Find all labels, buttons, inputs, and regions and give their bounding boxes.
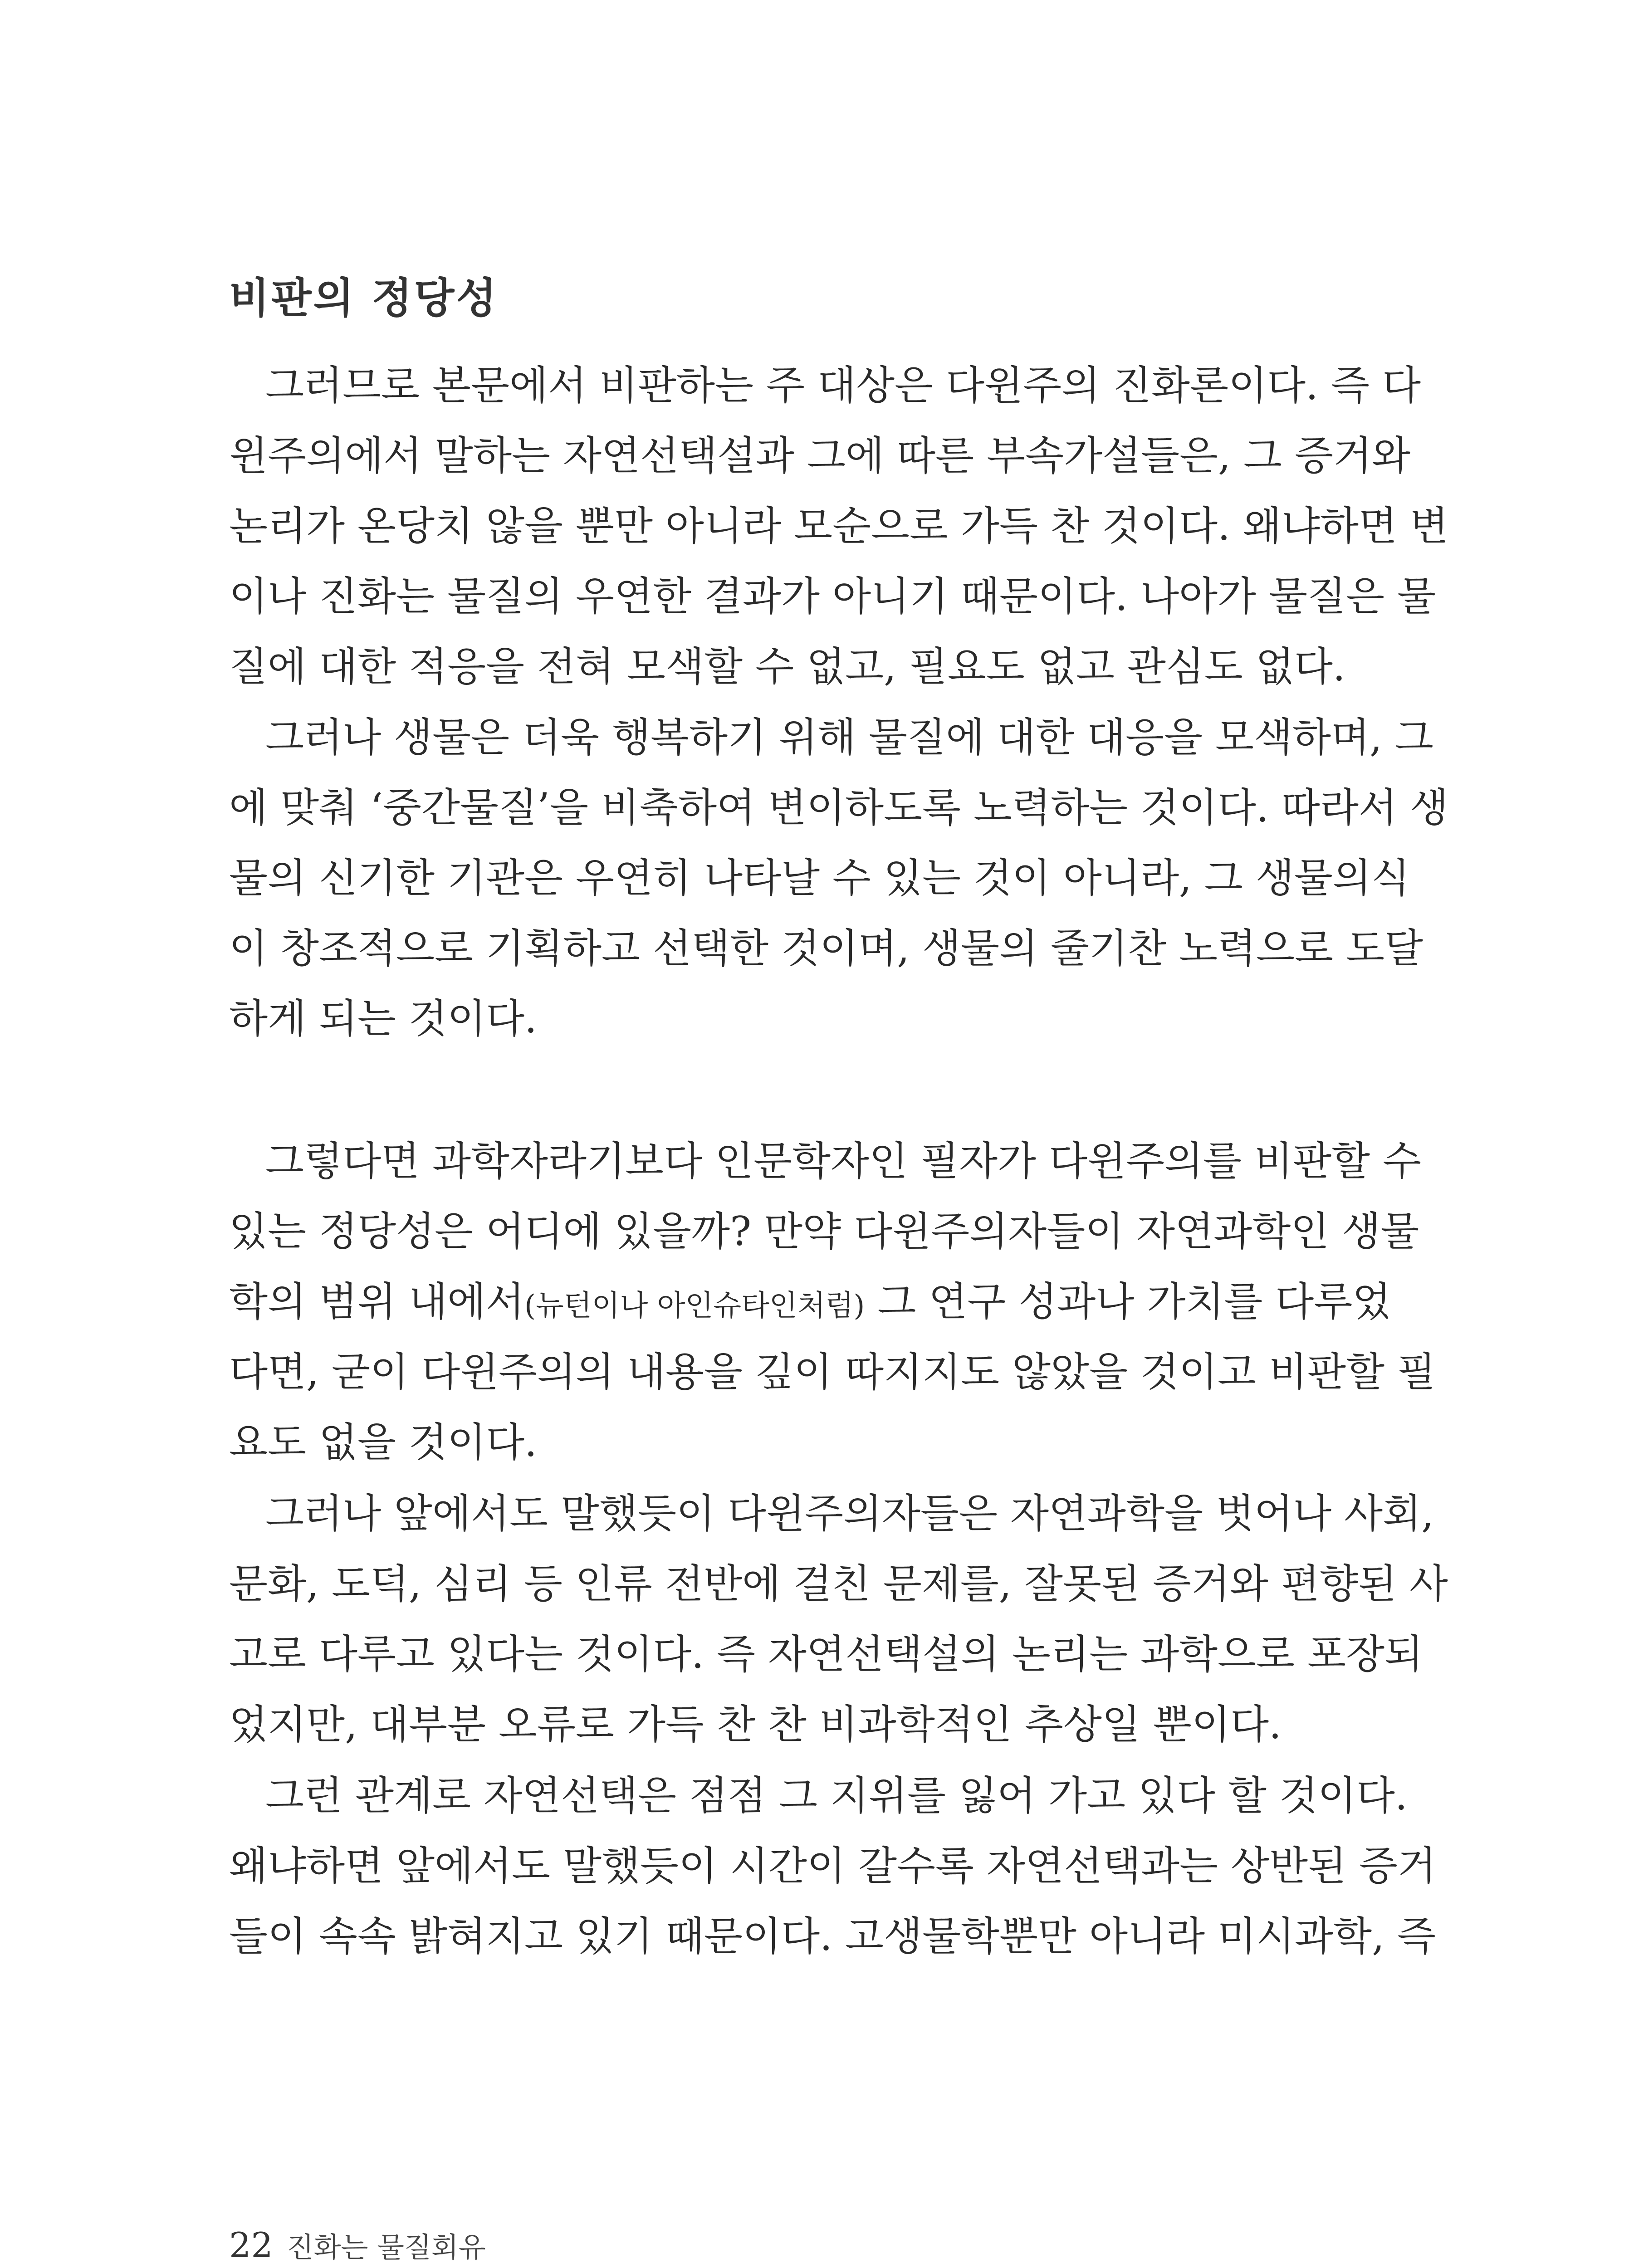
text-line xyxy=(229,1270,1391,1338)
text-line: 그러므로 본문에서 비판하는 주 대상은 다윈주의 진화론이다. 즉 다 xyxy=(265,362,1421,409)
text-line: 요도 없을 것이다. xyxy=(229,1419,537,1466)
text-line: 그렇다면 과학자라기보다 인문학자인 필자가 다윈주의를 비판할 수 xyxy=(265,1138,1422,1184)
section-heading: 비판의 정당성 xyxy=(229,274,499,323)
text-line: 들이 속속 밝혀지고 있기 때문이다. 고생물학뿐만 아니라 미시과학, 즉 xyxy=(229,1913,1436,1960)
parenthetical-note: (뉴턴이나 아인슈타인처럼) xyxy=(524,1289,865,1323)
page-number: 22 xyxy=(229,2225,273,2265)
text-line: 왜냐하면 앞에서도 말했듯이 시간이 갈수록 자연선택과는 상반된 증거 xyxy=(229,1843,1437,1889)
text-line: 문화, 도덕, 심리 등 인류 전반에 걸친 문제를, 잘못된 증거와 편향된 사 xyxy=(229,1560,1448,1607)
text-line: 논리가 온당치 않을 뿐만 아니라 모순으로 가득 찬 것이다. 왜냐하면 변 xyxy=(229,503,1448,549)
text-line: 이나 진화는 물질의 우연한 결과가 아니기 때문이다. 나아가 물질은 물 xyxy=(229,573,1436,620)
running-title: 진화는 물질회유 xyxy=(286,2231,486,2264)
text-line: 윈주의에서 말하는 자연선택설과 그에 따른 부속가설들은, 그 증거와 xyxy=(229,432,1411,479)
page-footer xyxy=(229,2218,486,2268)
text-line: 다면, 굳이 다윈주의의 내용을 깊이 따지지도 않았을 것이고 비판할 필 xyxy=(229,1349,1436,1395)
text-line: 었지만, 대부분 오류로 가득 찬 찬 비과학적인 추상일 뿐이다. xyxy=(229,1701,1282,1748)
text-line: 있는 정당성은 어디에 있을까? 만약 다윈주의자들이 자연과학인 생물 xyxy=(229,1208,1419,1255)
text-line: 물의 신기한 기관은 우연히 나타날 수 있는 것이 아니라, 그 생물의식 xyxy=(229,855,1410,901)
text-line: 고로 다루고 있다는 것이다. 즉 자연선택설의 논리는 과학으로 포장되 xyxy=(229,1631,1423,1677)
text-line: 그런 관계로 자연선택은 점점 그 지위를 잃어 가고 있다 할 것이다. xyxy=(265,1772,1408,1819)
text-line: 그러나 생물은 더욱 행복하기 위해 물질에 대한 대응을 모색하며, 그 xyxy=(265,714,1433,761)
text-line: 그러나 앞에서도 말했듯이 다윈주의자들은 자연과학을 벗어나 사회, xyxy=(265,1490,1434,1537)
text-line: 에 맞춰 ‘중간물질’을 비축하여 변이하도록 노력하는 것이다. 따라서 생 xyxy=(229,784,1448,831)
text-line: 이 창조적으로 기획하고 선택한 것이며, 생물의 줄기찬 노력으로 도달 xyxy=(229,925,1423,972)
text-segment: 학의 범위 내에서 xyxy=(229,1278,525,1325)
text-line: 질에 대한 적응을 전혀 모색할 수 없고, 필요도 없고 관심도 없다. xyxy=(229,643,1345,690)
text-line: 하게 되는 것이다. xyxy=(229,995,537,1042)
text-segment: 그 연구 성과나 가치를 다루었 xyxy=(865,1278,1391,1325)
